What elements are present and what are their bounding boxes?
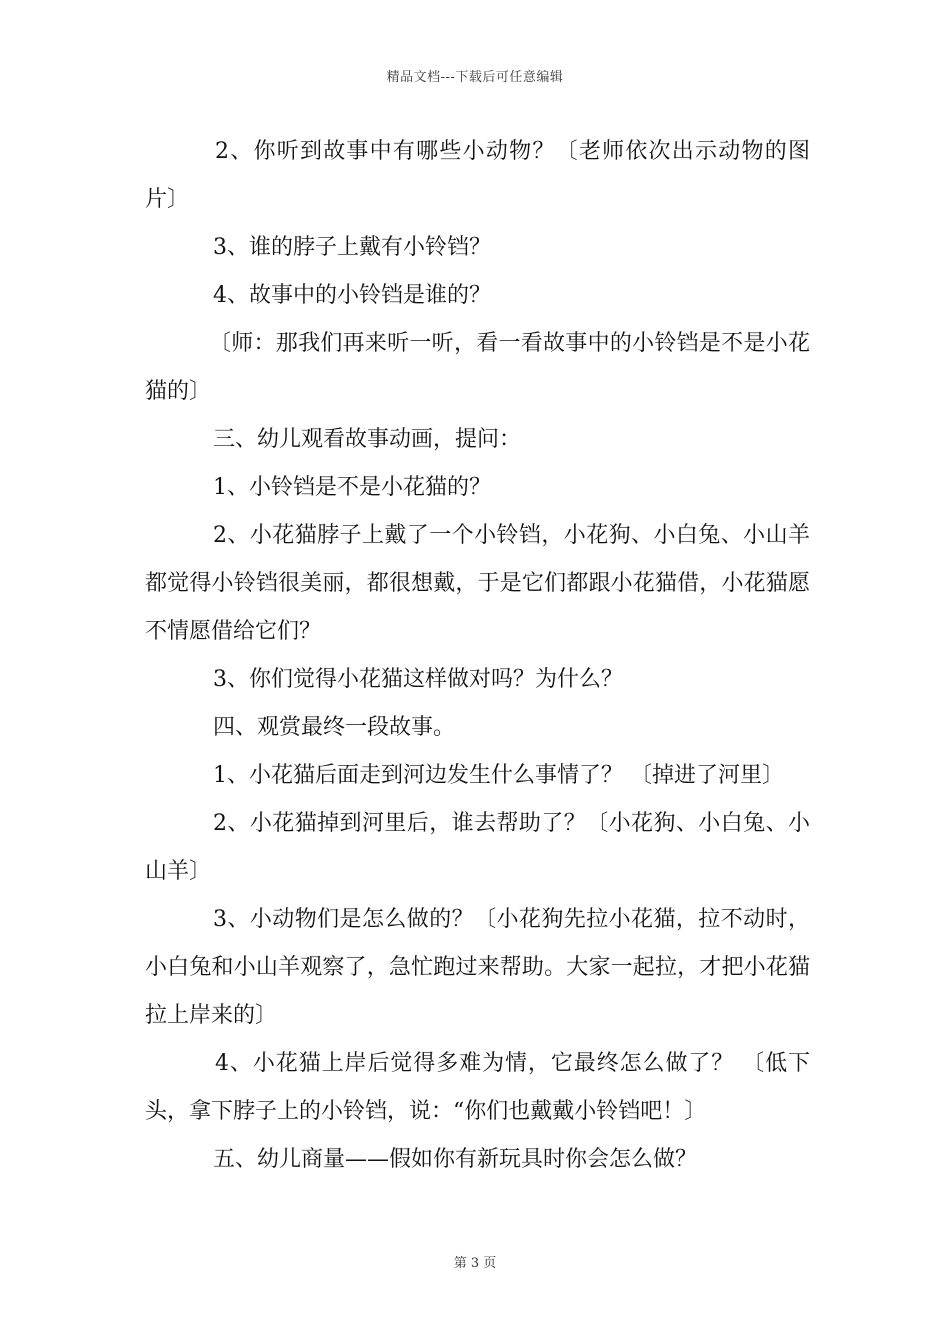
paragraph: 4、小花猫上岸后觉得多难为情，它最终怎么做了？ 〔低下头，拿下脖子上的小铃铛，说：“你们也戴戴小铃铛吧！〕 bbox=[145, 1051, 810, 1124]
paragraph: 四、观赏最终一段故事。 bbox=[213, 715, 456, 740]
document-body bbox=[145, 128, 810, 1184]
paragraph: 〔师：那我们再来听一听，看一看故事中的小铃铛是不是小花猫的〕 bbox=[145, 331, 810, 404]
paragraph: 1、小花猫后面走到河边发生什么事情了？ 〔掉进了河里〕 bbox=[213, 763, 784, 788]
paragraph: 3、你们觉得小花猫这样做对吗？为什么？ bbox=[213, 667, 623, 692]
paragraph: 五、幼儿商量——假如你有新玩具时你会怎么做？ bbox=[213, 1147, 698, 1172]
paragraph: 2、你听到故事中有哪些小动物？〔老师依次出示动物的图片〕 bbox=[145, 139, 810, 212]
page-header: 精品文档---下载后可任意编辑 bbox=[386, 70, 564, 85]
paragraph: 2、小花猫掉到河里后，谁去帮助了？〔小花狗、小白兔、小山羊〕 bbox=[145, 811, 810, 884]
paragraph: 三、幼儿观看故事动画，提问： bbox=[213, 427, 522, 452]
paragraph: 4、故事中的小铃铛是谁的？ bbox=[213, 283, 491, 308]
paragraph: 3、谁的脖子上戴有小铃铛？ bbox=[213, 235, 491, 260]
paragraph: 3、小动物们是怎么做的？〔小花狗先拉小花猫，拉不动时，小白兔和小山羊观察了，急忙跑过来帮助。大家一起拉，才把小花猫拉上岸来的〕 bbox=[145, 907, 810, 1028]
paragraph: 1、小铃铛是不是小花猫的？ bbox=[213, 475, 491, 500]
paragraph: 2、小花猫脖子上戴了一个小铃铛，小花狗、小白兔、小山羊都觉得小铃铛很美丽，都很想戴，于是它们都跟小花猫借，小花猫愿不情愿借给它们？ bbox=[145, 523, 810, 644]
page-number: 第 3 页 bbox=[453, 1256, 497, 1271]
